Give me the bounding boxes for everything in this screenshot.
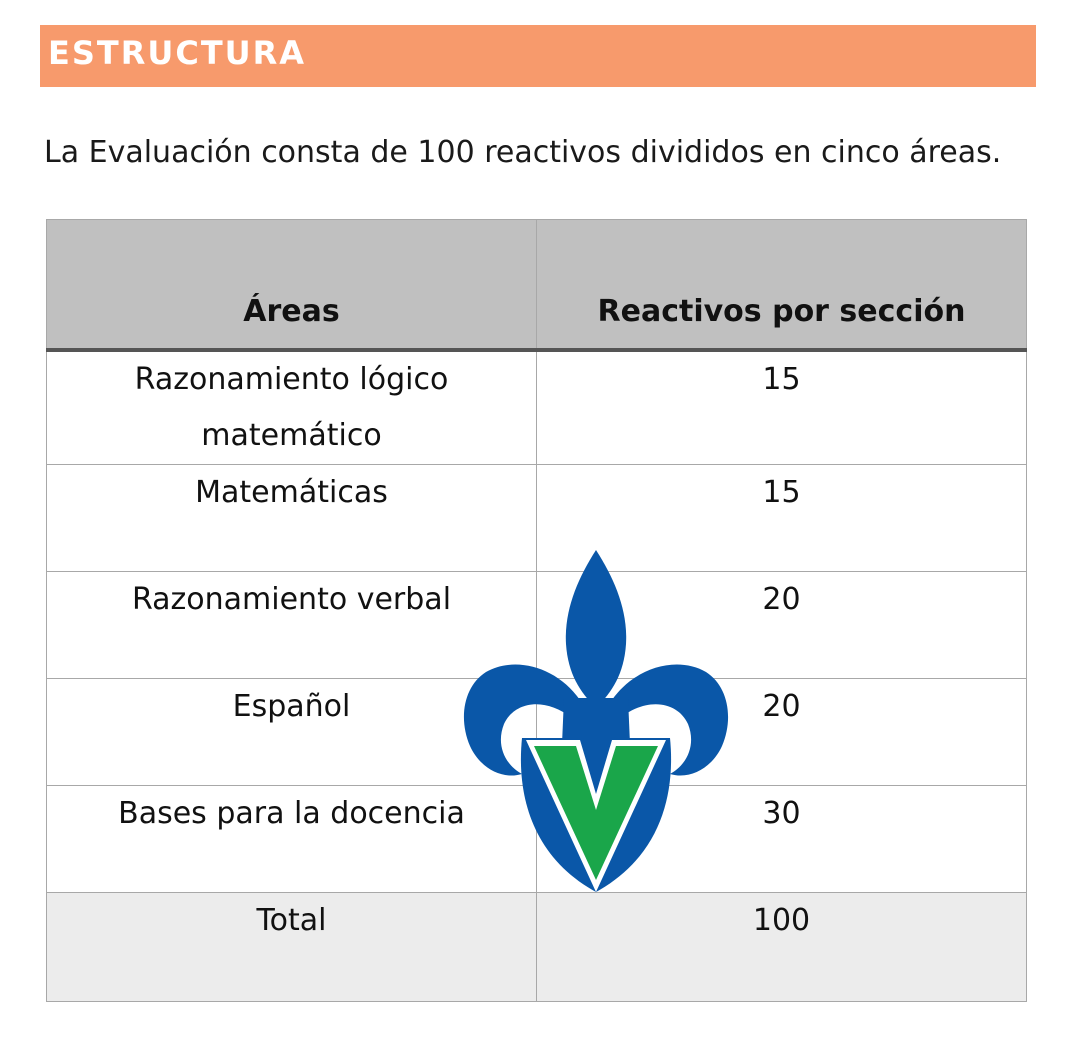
- items-cell: 15: [537, 350, 1027, 465]
- intro-paragraph: La Evaluación consta de 100 reactivos divididos en cinco áreas.: [44, 135, 1002, 170]
- area-cell: Matemáticas: [47, 465, 537, 572]
- section-banner: [40, 25, 1036, 87]
- total-label-cell: Total: [47, 893, 537, 1002]
- area-cell: Bases para la docencia: [47, 786, 537, 893]
- area-cell: Razonamiento verbal: [47, 572, 537, 679]
- header-areas: Áreas: [47, 220, 537, 351]
- items-cell: 15: [537, 465, 1027, 572]
- area-text: Razonamiento lógico matemático: [134, 362, 449, 453]
- table-total-row: [47, 893, 1027, 1002]
- total-items-cell: 100: [537, 893, 1027, 1002]
- fleur-de-lis-v-logo-icon: [460, 548, 732, 894]
- header-items-per-section: Reactivos por sección: [537, 220, 1027, 351]
- items-cell: 30: [537, 786, 1027, 893]
- area-cell: [47, 350, 537, 465]
- section-title: ESTRUCTURA: [48, 34, 307, 72]
- items-cell: 20: [537, 572, 1027, 679]
- table-row: [47, 350, 1027, 465]
- area-cell: Español: [47, 679, 537, 786]
- items-cell: 20: [537, 679, 1027, 786]
- table-header-row: [47, 220, 1027, 351]
